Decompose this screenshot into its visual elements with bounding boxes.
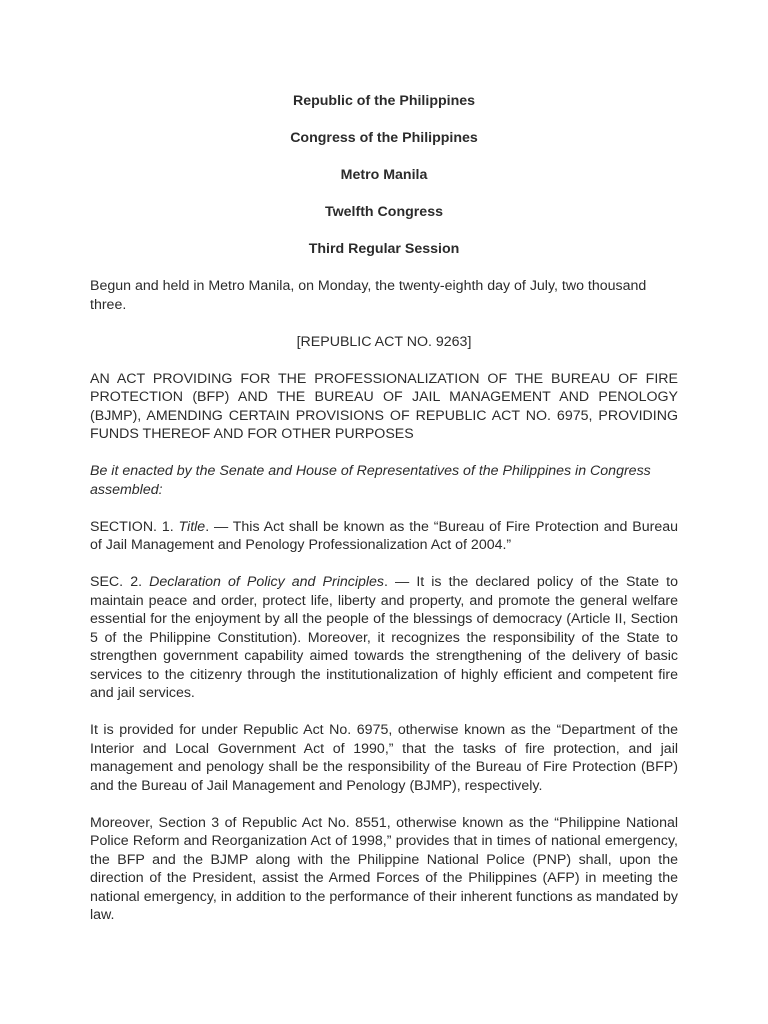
heading-location: Metro Manila xyxy=(340,167,428,183)
act-title: AN ACT PROVIDING FOR THE PROFESSIONALIZATION OF THE BUREAU OF FIRE PROTECTION (BFP) AND THE BUREAU OF JAIL MANAGEMENT AND PENOLOGY (BJMP), AMENDING CERTAIN PROVISIONS OF REPUBLIC ACT NO. 6975, PROVIDING FUNDS THEREOF AND FOR OTHER PURPOSES xyxy=(90,370,678,442)
section-2 xyxy=(90,573,678,703)
section-2-prefix: SEC. 2. xyxy=(90,574,150,590)
ra6975-paragraph: It is provided for under Republic Act No. 6975, otherwise known as the “Department of the Interior and Local Government Act of 1990,” that the tasks of fire protection, and jail management and penology shall be the responsibility of the Bureau of Fire Protection (BFP) and the Bureau of Jail Management and Penology (BJMP), respectively. xyxy=(90,722,678,794)
begun-paragraph: Begun and held in Metro Manila, on Monday, the twenty-eighth day of July, two thousand three. xyxy=(90,278,647,313)
section-1-prefix: SECTION. 1. xyxy=(90,518,179,535)
heading-congress-number: Twelfth Congress xyxy=(325,204,443,220)
ra8551-paragraph: Moreover, Section 3 of Republic Act No. 8551, otherwise known as the “Philippine National Police Reform and Reorganization Act of 1998,” provides that in times of national emergency, the BFP and the BJMP along with the Philippine National Police (PNP) shall, upon the direction of the President, assist the Armed Forces of the Philippines (AFP) in meeting the national emergency, in addition to the performance of their inherent functions as mandated by law. xyxy=(90,814,678,923)
heading-session: Third Regular Session xyxy=(308,241,460,257)
act-number: [REPUBLIC ACT NO. 9263] xyxy=(296,333,472,350)
section-1-text: . — This Act shall be known as the “Bureau of Fire Protection and Bureau of Jail Management and Penology Professionalization Act of 2004.” xyxy=(90,518,679,553)
section-1-heading: Title xyxy=(178,518,206,535)
section-1 xyxy=(90,518,678,555)
section-2-heading: Declaration of Policy and Principles xyxy=(149,574,385,590)
heading-republic: Republic of the Philippines xyxy=(292,93,476,109)
enacting-clause: Be it enacted by the Senate and House of Representatives of the Philippines in Congress assembled: xyxy=(90,463,651,498)
section-2-text: . — It is the declared policy of the State to maintain peace and order, protect life, liberty and property, and promote the general welfare essential for the enjoyment by all the people of the blessings of democracy (Article II, Section 5 of the Philippine Constitution). Moreover, it recognizes the responsibility of the State to strengthen government capability aimed towards the strengthening of the delivery of basic services to the citizenry through the institutionalization of highly efficient and competent fire and jail services. xyxy=(90,574,678,701)
document-page xyxy=(90,92,678,943)
heading-congress: Congress of the Philippines xyxy=(290,130,478,146)
